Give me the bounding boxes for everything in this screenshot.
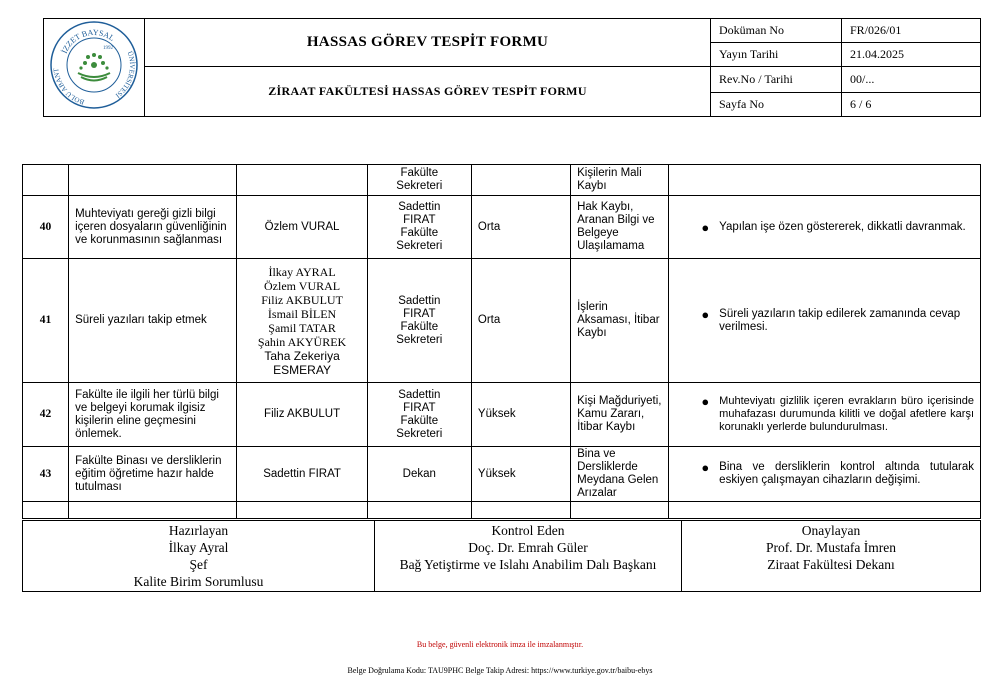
personnel-name: ESMERAY — [273, 362, 331, 377]
risk-level: Yüksek — [471, 447, 570, 502]
personnel-name: Filiz AKBULUT — [264, 408, 341, 420]
risk-cell: İşlerin Aksaması, İtibar Kaybı — [571, 259, 669, 383]
measure-cell — [669, 383, 981, 447]
measure-text: Yapılan işe özen göstererek, dikkatli davranmak. — [719, 220, 966, 233]
form-title: HASSAS GÖREV TESPİT FORMU — [145, 19, 711, 67]
personnel-name: Filiz AKBULUT — [261, 292, 343, 307]
signature-role: Onaylayan — [801, 523, 861, 538]
signature-table — [22, 520, 981, 592]
sensitive-duty-table — [22, 164, 981, 519]
svg-text:ÜNİVERSİTESİ — [113, 50, 136, 100]
seal-year: 1992 — [103, 46, 113, 51]
risk-level: Orta — [471, 196, 570, 259]
row-number: 43 — [23, 447, 69, 502]
task-cell: Fakülte ile ilgili her türlü bilgi ve belgeyi korumak ilgisiz kişilerin eline geçmesini önlemek. — [69, 383, 237, 447]
personnel-cell — [237, 447, 367, 502]
table-row — [23, 196, 981, 259]
measure-text: Süreli yazıların takip edilerek zamanında cevap verilmesi. — [719, 307, 961, 333]
task-cell: Muhteviyatı gereği gizli bilgi içeren dosyaların güvenliğinin ve korunmasının sağlanması — [69, 196, 237, 259]
signature-title: Ziraat Fakültesi Dekanı — [767, 557, 895, 572]
personnel-cell — [237, 259, 367, 383]
signature-role: Kontrol Eden — [491, 523, 565, 538]
responsible-cell — [367, 259, 471, 383]
task-cell: Süreli yazıları takip etmek — [69, 259, 237, 383]
responsible-line: FIRAT — [403, 214, 436, 226]
personnel-name: Özlem VURAL — [264, 278, 341, 293]
responsible-cell — [367, 165, 471, 196]
risk-cell: Kişi Mağduriyeti, Kamu Zararı, İtibar Kaybı — [571, 383, 669, 447]
personnel-name: Özlem VURAL — [264, 220, 340, 233]
personnel-cell — [237, 196, 367, 259]
responsible-line: Sekreteri — [396, 180, 443, 192]
risk-cell: Bina ve Dersliklerde Meydana Gelen Arızalar — [571, 447, 669, 502]
signature-name: İlkay Ayral — [168, 540, 229, 555]
bullet-icon: ● — [701, 394, 710, 409]
row-number: 40 — [23, 196, 69, 259]
responsible-line: Sadettin — [398, 294, 441, 307]
personnel-name: Şamil TATAR — [268, 320, 336, 335]
personnel-name: İsmail BİLEN — [267, 306, 337, 321]
meta-label: Sayfa No — [711, 93, 842, 117]
table-row — [23, 447, 981, 502]
bullet-icon: ● — [701, 306, 710, 322]
verification-line: Belge Doğrulama Kodu: TAU9PHC Belge Takip Adresi: https://www.turkiye.gov.tr/baibu-ebys — [347, 666, 653, 675]
document-header — [43, 18, 981, 117]
bullet-icon: ● — [701, 219, 710, 235]
personnel-name: İlkay AYRAL — [268, 264, 336, 279]
risk-cell: Hak Kaybı, Aranan Bilgi ve Belgeye Ulaşılamama — [571, 196, 669, 259]
approved-by-cell — [682, 521, 981, 592]
measure-cell — [669, 259, 981, 383]
signature-title: Şef — [189, 557, 208, 572]
row-number: 41 — [23, 259, 69, 383]
signature-role: Hazırlayan — [168, 523, 229, 538]
signature-name: Prof. Dr. Mustafa İmren — [765, 540, 897, 555]
task-cell: Fakülte Binası ve dersliklerin eğitim öğretime hazır halde tutulması — [69, 447, 237, 502]
seal-text-right: ÜNİVERSİTESİ — [113, 50, 137, 100]
signature-title: Bağ Yetiştirme ve Islahı Anabilim Dalı Başkanı — [399, 557, 657, 572]
table-row — [23, 383, 981, 447]
responsible-line: Sadettin — [398, 388, 441, 401]
responsible-line: Fakülte — [400, 167, 439, 179]
signature-title: Kalite Birim Sorumlusu — [133, 574, 264, 589]
responsible-line: Fakülte — [400, 227, 439, 239]
meta-label: Doküman No — [711, 19, 842, 43]
responsible-line: FIRAT — [403, 401, 436, 414]
checked-by-cell — [375, 521, 682, 592]
measure-text: Bina ve dersliklerin kontrol altında tutularak eskiyen çalışmayan cihazların değişimi. — [719, 461, 974, 486]
meta-value: 21.04.2025 — [842, 43, 981, 67]
bullet-icon: ● — [701, 460, 710, 475]
personnel-name: Taha Zekeriya — [264, 348, 340, 363]
personnel-name: Sadettin FIRAT — [263, 467, 341, 480]
university-seal-icon — [48, 19, 140, 111]
risk-level: Orta — [471, 259, 570, 383]
responsible-line: FIRAT — [403, 307, 436, 320]
meta-value: FR/026/01 — [842, 19, 981, 43]
personnel-name: Şahin AKYÜREK — [257, 334, 347, 349]
form-subtitle: ZİRAAT FAKÜLTESİ HASSAS GÖREV TESPİT FORMU — [145, 67, 711, 117]
personnel-cell — [237, 383, 367, 447]
risk-cell: Kişilerin Mali Kaybı — [571, 165, 669, 196]
prepared-by-cell — [23, 521, 375, 592]
responsible-cell — [367, 383, 471, 447]
responsible-line: Sadettin — [398, 201, 441, 213]
seal-text-left: BOLU ABANT — [52, 67, 86, 107]
seal-text-top: İZZET BAYSAL — [59, 27, 117, 55]
table-row-continued — [23, 165, 981, 196]
table-row — [23, 259, 981, 383]
logo-cell — [44, 19, 145, 117]
responsible-line: Fakülte — [400, 414, 439, 427]
row-number: 42 — [23, 383, 69, 447]
e-signature-notice: Bu belge, güvenli elektronik imza ile imzalanmıştır. — [416, 640, 584, 649]
responsible-line: Sekreteri — [396, 240, 443, 252]
table-row-empty — [23, 502, 981, 519]
responsible-cell — [367, 196, 471, 259]
measure-cell — [669, 196, 981, 259]
responsible-line: Dekan — [402, 467, 436, 480]
responsible-cell — [367, 447, 471, 502]
seal-emblem — [79, 53, 108, 70]
meta-label: Rev.No / Tarihi — [711, 67, 842, 93]
responsible-line: Sekreteri — [396, 333, 443, 346]
risk-level: Yüksek — [471, 383, 570, 447]
measure-cell — [669, 447, 981, 502]
signature-name: Doç. Dr. Emrah Güler — [468, 540, 588, 555]
meta-value: 00/... — [842, 67, 981, 93]
meta-value: 6 / 6 — [842, 93, 981, 117]
measure-text: Muhteviyatı gizlilik içeren evrakların büro içerisinde muhafazası durumunda kilitli ve doğal afetlere karşı korunaklı yerlerde bulundurulması. — [719, 395, 974, 433]
responsible-line: Sekreteri — [396, 427, 443, 440]
meta-label: Yayın Tarihi — [711, 43, 842, 67]
responsible-line: Fakülte — [400, 320, 439, 333]
